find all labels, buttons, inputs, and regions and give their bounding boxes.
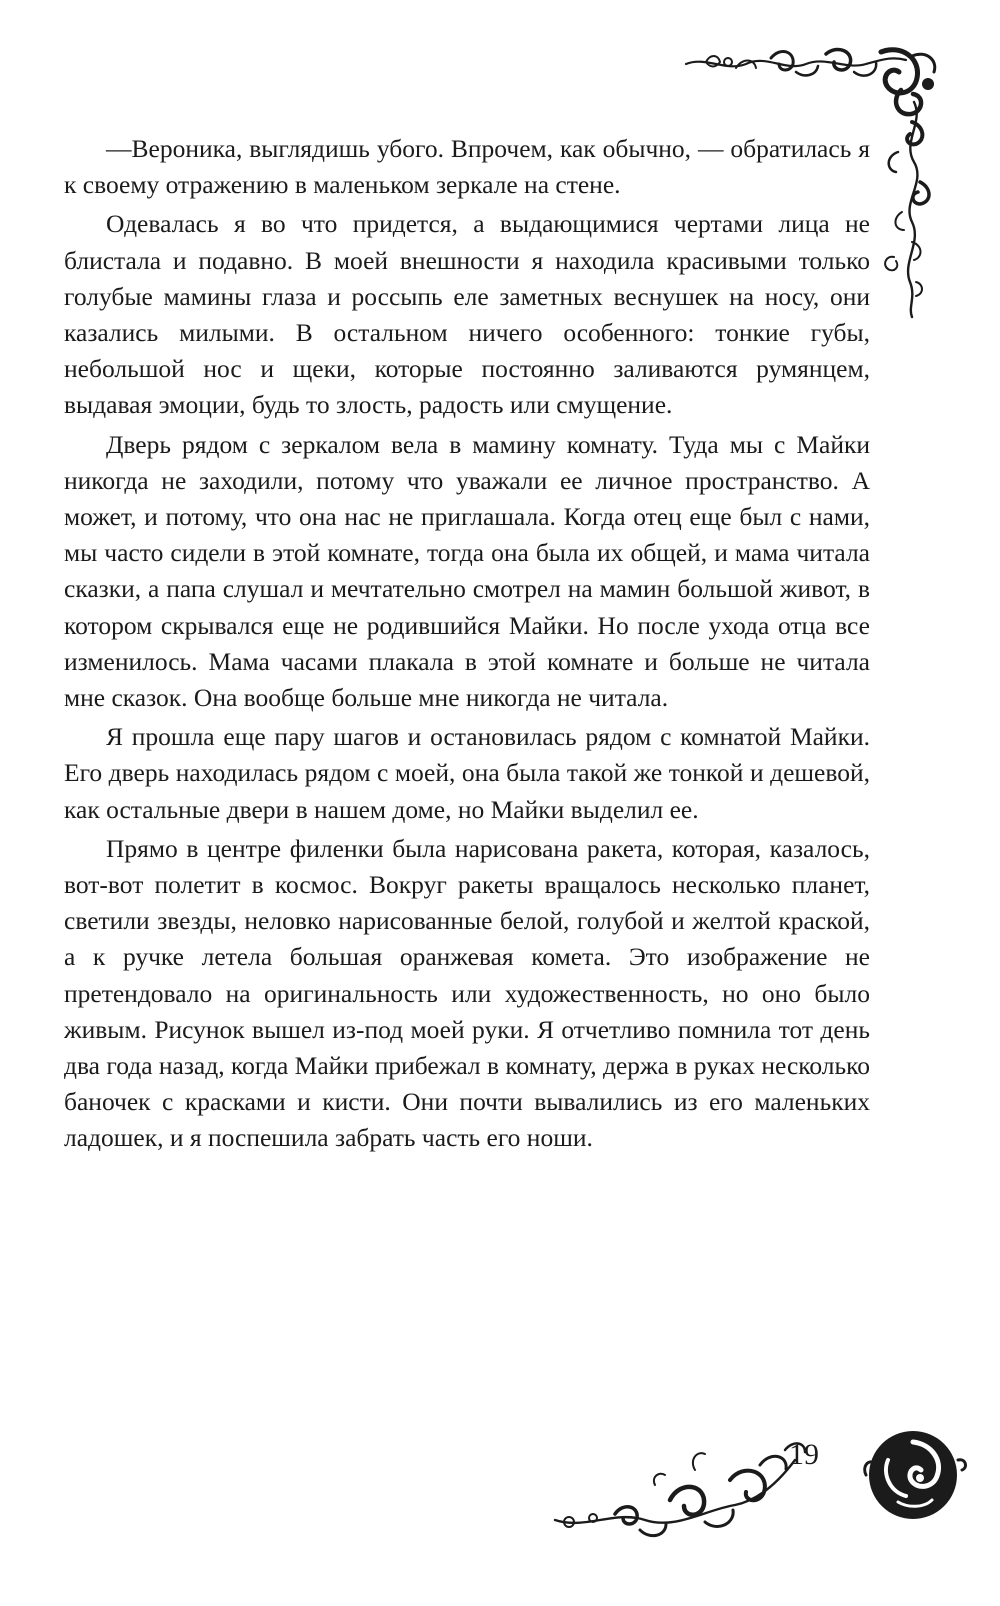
paragraph: Прямо в центре филенки была нарисована ракета, которая, казалось, вот-вот полетит в космос. Вокруг ракеты вращалось несколько планет, светили звезды, неловко нарисованные белой, голубой и желтой краской, а к ручке летела большая оранжевая комета. Это изображение не претендовало на оригинальность или художественность, но оно было живым. Рисунок вышел из-под моей руки. Я отчетливо помнила тот день два года назад, когда Майки прибежал в комнату, держа в руках несколько баночек с красками и кисти. Они почти вывалились из его маленьких ладошек, и я поспешила забрать часть его ноши. (64, 833, 870, 1153)
paragraph: Дверь рядом с зеркалом вела в мамину комнату. Туда мы с Майки никогда не заходили, потому что уважали ее личное пространство. А может, и потому, что она нас не приглашала. Когда отец еще был с нами, мы часто сидели в этой комнате, тогда она была их общей, и мама читала сказки, а папа слушал и мечтательно смотрел на мамин большой живот, в котором скрывался еще не родившийся Майки. Но после ухода отца все изменилось. Мама часами плакала в этой комнате и больше не читала мне сказок. Она вообще больше мне никогда не читала. (64, 429, 870, 713)
paragraph: Я прошла еще пару шагов и остановилась рядом с комнатой Майки. Его дверь находилась рядом с моей, она была такой же тонкой и дешевой, как остальные двери в нашем доме, но Майки выделил ее. (64, 722, 870, 824)
paragraph: Одевалась я во что придется, а выдающимися чертами лица не блистала и подавно. В моей внешности я находила красивыми только голубые мамины глаза и россыпь еле заметных веснушек на носу, они казались милыми. В остальном ничего особенного: тонкие губы, небольшой нос и щеки, которые постоянно заливаются румянцем, выдавая эмоции, будь то злость, радость или смущение. (64, 209, 870, 420)
rosette-emblem-icon (858, 1420, 968, 1530)
footer-flourish-ornament (545, 1410, 825, 1560)
page-number: 19 (789, 1438, 819, 1471)
paragraph: —Вероника, выглядишь убого. Впрочем, как обычно, — обратилась я к своему отражению в маленьком зеркале на стене. (64, 134, 870, 200)
body-text (64, 131, 870, 1160)
